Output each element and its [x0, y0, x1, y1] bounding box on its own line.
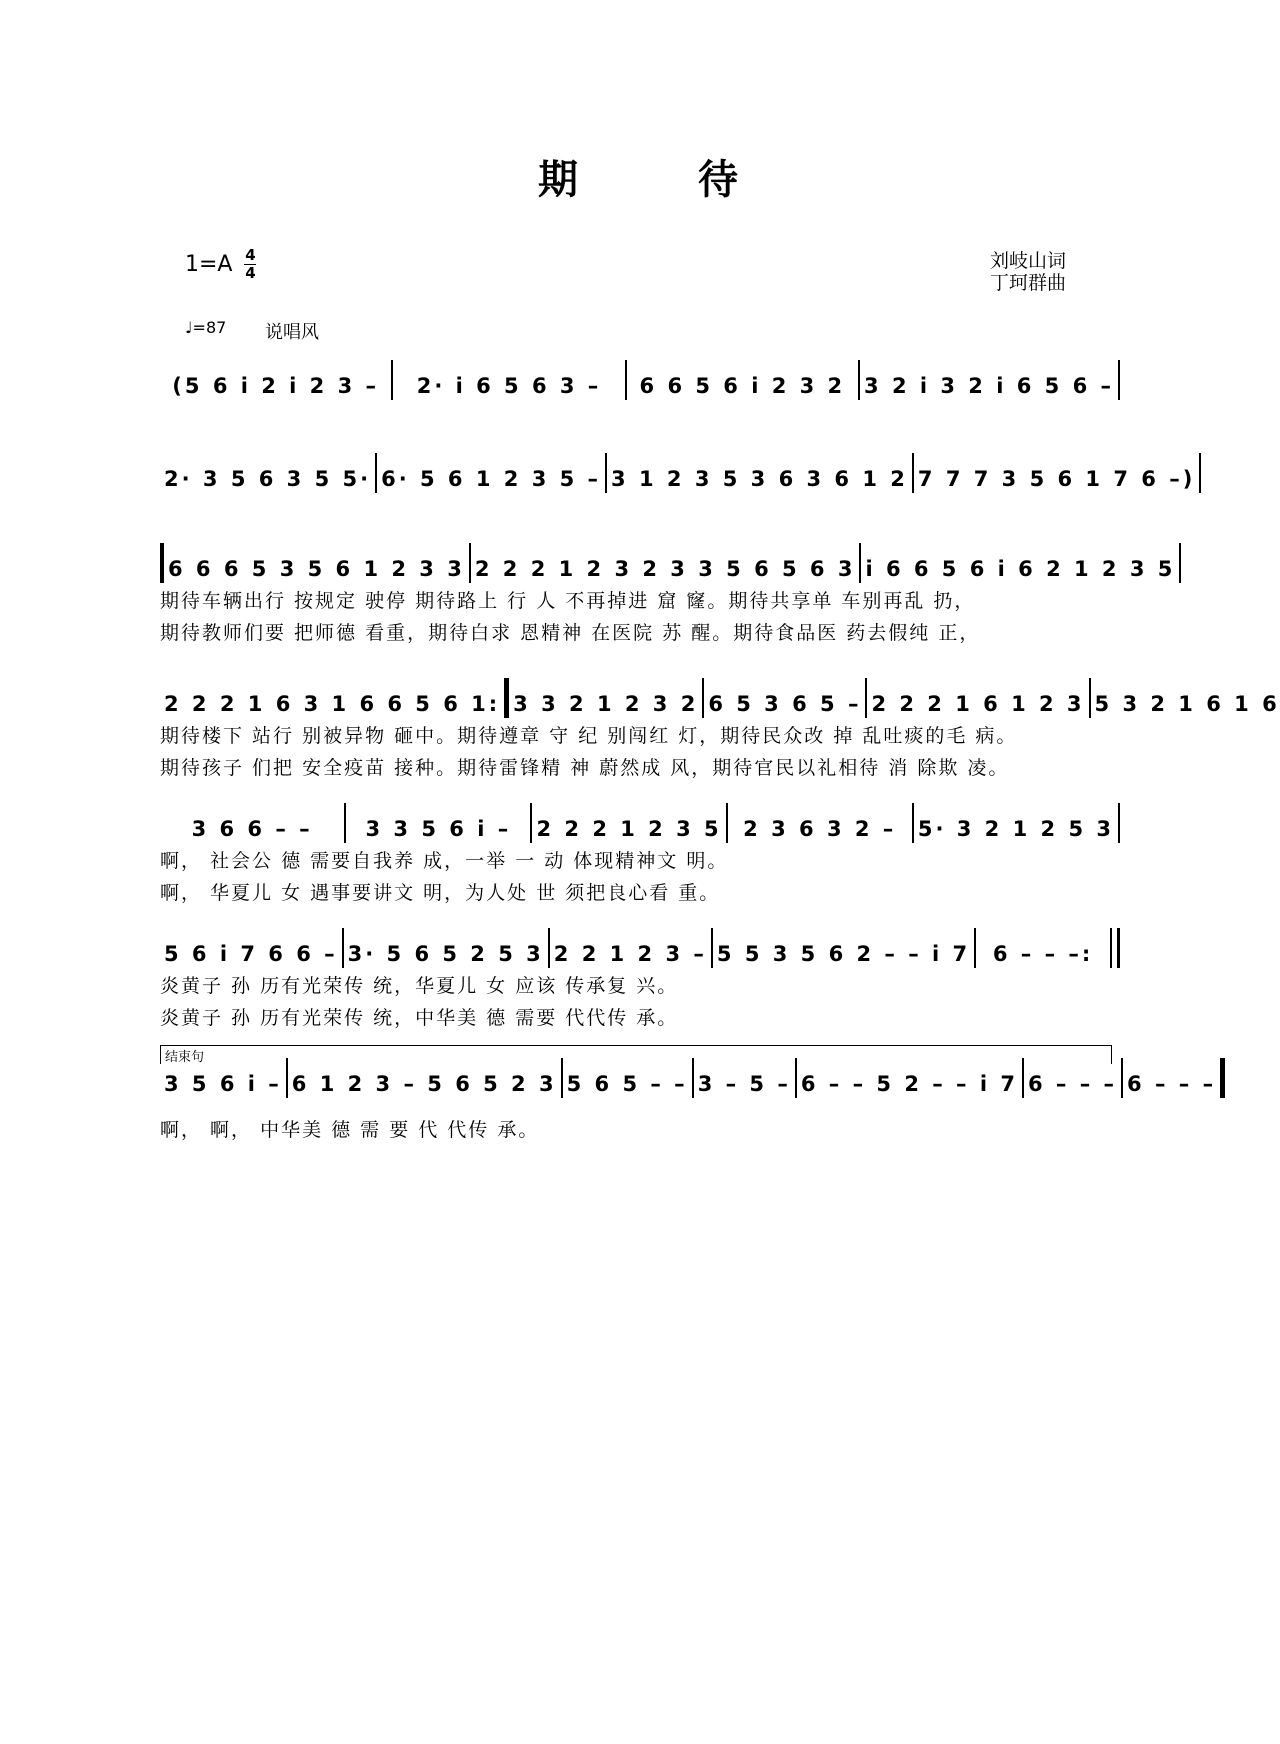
measure: 6 – – –	[1127, 1072, 1217, 1096]
measure: 3 – 5 –	[697, 1072, 791, 1096]
barline	[1199, 453, 1201, 493]
measure: 5 3 2 1 6 1 6	[1094, 692, 1280, 716]
score-system	[160, 805, 1120, 905]
staff	[160, 362, 1120, 398]
staff	[160, 545, 1176, 581]
score-system	[160, 545, 1176, 645]
measure: 6 6 5 6 i 2 3 2	[639, 374, 846, 398]
staff	[160, 680, 1280, 716]
score-system	[160, 680, 1280, 780]
lyric-line: 期待车辆出行 按规定 驶停 期待路上 行 人 不再掉进 窟 窿。期待共享单 车别再乱 扔，	[160, 590, 976, 612]
lyric-line: 期待孩子 们把 安全疫苗 接种。期待雷锋精 神 蔚然成 风，期待官民以礼相待 消 除欺 凌。	[160, 757, 1010, 779]
barline	[1118, 360, 1120, 400]
measure: 7 7 7 3 5 6 1 7 6 –)	[917, 467, 1196, 491]
ending-label: 结束句	[165, 1050, 205, 1065]
lyric-line: 啊， 社会公 德 需要自我养 成，一举 一 动 体现精神文 明。	[160, 850, 729, 872]
measure: 2 2 2 1 2 3 2 3 3 5 6 5 6 3	[474, 557, 856, 581]
staff	[160, 805, 1120, 841]
composer: 丁珂群曲	[990, 272, 1067, 294]
score-system	[160, 362, 1120, 398]
measure: 3 5 6 i –	[164, 1072, 282, 1096]
measure: 3 6 6 – –	[191, 817, 313, 841]
song-title	[0, 148, 1280, 205]
key-signature	[185, 248, 256, 281]
measure: 6 – – –:	[992, 942, 1094, 966]
measure: 2 2 2 1 2 3 5	[536, 817, 722, 841]
lyric-line: 炎黄子 孙 历有光荣传 统，中华美 德 需要 代代传 承。	[160, 1007, 679, 1029]
measure: 3 2 i 3 2 i 6 5 6 –	[864, 374, 1115, 398]
final-barline	[1220, 1058, 1225, 1098]
lyric-line: 期待教师们要 把师德 看重，期待白求 恩精神 在医院 苏 醒。期待食品医 药去假纯 正，	[160, 622, 981, 644]
measure: 6· 5 6 1 2 3 5 –	[381, 467, 602, 491]
lyric-line: 啊， 啊， 中华美 德 需 要 代 代传 承。	[160, 1119, 540, 1141]
staff	[160, 930, 1120, 966]
lyric-line: 啊， 华夏儿 女 遇事要讲文 明，为人处 世 须把良心看 重。	[160, 882, 721, 904]
style-marking: 说唱风	[265, 322, 319, 343]
score-system	[160, 930, 1120, 1030]
measure: 2 2 2 1 6 3 1 6 6 5 6 1:	[164, 692, 501, 716]
measure: 5· 3 2 1 2 5 3	[917, 817, 1114, 841]
score-system	[160, 1060, 1217, 1142]
measure: 3 3 2 1 2 3 2	[513, 692, 699, 716]
measure: 6 – – 5 2 – – i 7	[800, 1072, 1018, 1096]
lyric-line: 炎黄子 孙 历有光荣传 统，华夏儿 女 应该 传承复 兴。	[160, 975, 679, 997]
time-sig-top: 4	[245, 246, 256, 264]
measure: 6 6 6 5 3 5 6 1 2 3 3	[168, 557, 465, 581]
measure: 2· i 6 5 6 3 –	[416, 374, 602, 398]
time-sig-bottom: 4	[245, 264, 256, 282]
measure: 2 2 2 1 6 1 2 3	[871, 692, 1085, 716]
time-signature	[244, 248, 256, 281]
barline	[1118, 803, 1120, 843]
barline	[1179, 543, 1181, 583]
measure: 5 6 i 7 6 6 –	[164, 942, 338, 966]
measure: 5 6 5 – –	[566, 1072, 688, 1096]
measure: 5 5 3 5 6 2 – – i 7	[716, 942, 971, 966]
staff	[160, 1060, 1217, 1096]
measure: 2 3 6 3 2 –	[743, 817, 897, 841]
measure: 2 2 1 2 3 –	[553, 942, 707, 966]
repeat-start-barline	[160, 543, 164, 583]
score-system	[160, 455, 1196, 491]
measure: 6 1 2 3 – 5 6 5 2 3	[291, 1072, 557, 1096]
credits	[990, 250, 1066, 294]
measure: 3 3 5 6 i –	[365, 817, 512, 841]
measure: 6 – – –	[1028, 1072, 1118, 1096]
measure: 6 5 3 6 5 –	[708, 692, 862, 716]
measure: i 6 6 5 6 i 6 2 1 2 3 5	[865, 557, 1176, 581]
repeat-end-barline	[1110, 928, 1120, 968]
measure: (5 6 i 2 i 2 3 –	[172, 374, 380, 398]
title-char: 待	[698, 156, 742, 203]
lyric-line: 期待楼下 站行 别被异物 砸中。期待遵章 守 纪 别闯红 灯，期待民众改 掉 乱吐痰的毛 病。	[160, 725, 1018, 747]
title-char: 期	[538, 156, 582, 203]
measure: 3 1 2 3 5 3 6 3 6 1 2	[611, 467, 908, 491]
staff	[160, 455, 1196, 491]
tempo-marking: ♩=87	[185, 318, 227, 337]
key-text: 1=A	[185, 252, 233, 277]
measure: 3· 5 6 5 2 5 3	[347, 942, 544, 966]
lyricist: 刘岐山词	[990, 250, 1067, 272]
measure: 2· 3 5 6 3 5 5·	[164, 467, 372, 491]
